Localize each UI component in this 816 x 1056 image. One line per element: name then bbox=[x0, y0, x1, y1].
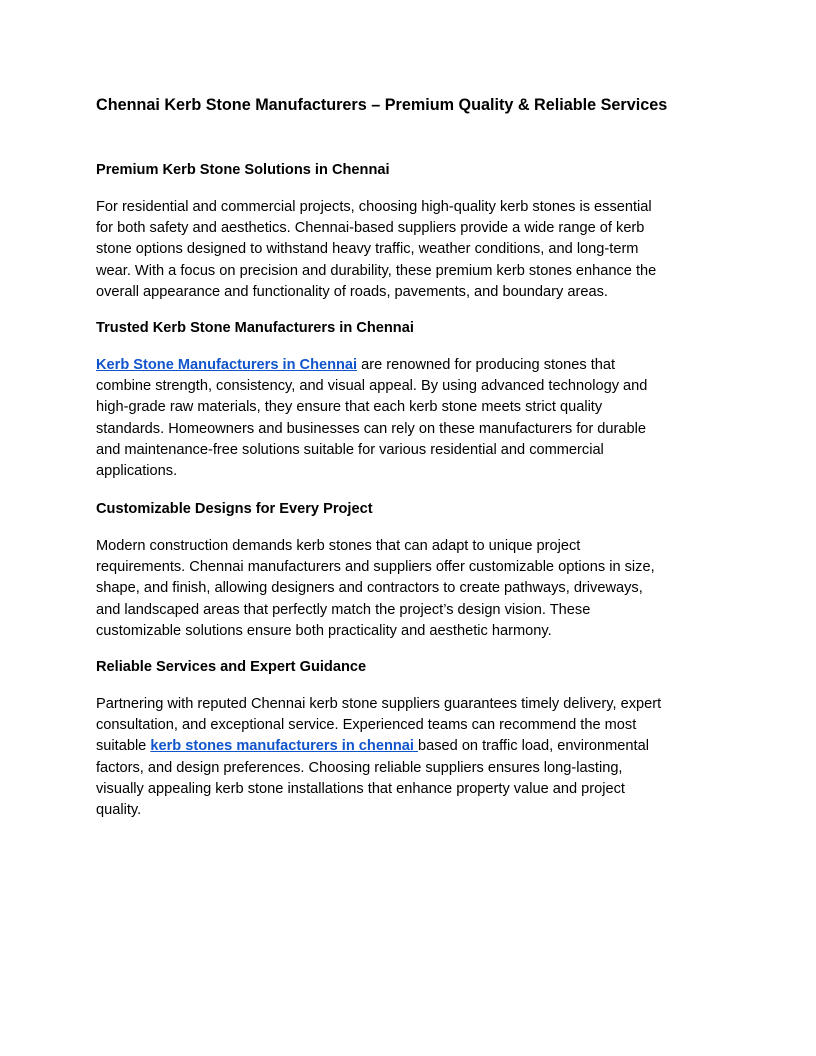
paragraph-line: stone options designed to withstand heavy traffic, weather conditions, and long-term bbox=[96, 241, 639, 258]
paragraph-text: based on traffic load, environmental bbox=[418, 738, 649, 755]
paragraph-line: factors, and design preferences. Choosing reliable suppliers ensures long-lasting, bbox=[96, 759, 623, 776]
paragraph-line: and landscaped areas that perfectly match the project’s design vision. These bbox=[96, 601, 591, 618]
section-paragraph bbox=[96, 355, 720, 482]
document-title: Chennai Kerb Stone Manufacturers – Premium Quality & Reliable Services bbox=[96, 96, 668, 114]
paragraph-line: shape, and finish, allowing designers and contractors to create pathways, driveways, bbox=[96, 580, 643, 597]
section-customizable-designs bbox=[96, 499, 720, 642]
section-paragraph bbox=[96, 536, 720, 642]
section-heading: Reliable Services and Expert Guidance bbox=[96, 659, 367, 675]
paragraph-line: quality. bbox=[96, 802, 142, 819]
paragraph-line: overall appearance and functionality of roads, pavements, and boundary areas. bbox=[96, 283, 608, 300]
paragraph-line: requirements. Chennai manufacturers and suppliers offer customizable options in size, bbox=[96, 559, 655, 576]
section-paragraph bbox=[96, 694, 720, 821]
paragraph-line: Modern construction demands kerb stones that can adapt to unique project bbox=[96, 538, 581, 554]
section-premium-solutions bbox=[96, 160, 720, 303]
paragraph-line: For residential and commercial projects, choosing high-quality kerb stones is essential bbox=[96, 199, 652, 215]
section-paragraph bbox=[96, 197, 720, 303]
paragraph-line: visually appealing kerb stone installations that enhance property value and project bbox=[96, 780, 625, 797]
paragraph-line: customizable solutions ensure both practicality and aesthetic harmony. bbox=[96, 622, 552, 639]
section-heading: Customizable Designs for Every Project bbox=[96, 501, 373, 517]
kerb-stones-manufacturers-link[interactable]: kerb stones manufacturers in chennai bbox=[150, 738, 418, 755]
paragraph-line: for both safety and aesthetics. Chennai-based suppliers provide a wide range of kerb bbox=[96, 220, 645, 237]
paragraph-line: standards. Homeowners and businesses can rely on these manufacturers for durable bbox=[96, 420, 646, 437]
paragraph-line: wear. With a focus on precision and durability, these premium kerb stones enhance the bbox=[96, 262, 657, 279]
section-heading: Premium Kerb Stone Solutions in Chennai bbox=[96, 162, 390, 178]
section-reliable-services bbox=[96, 657, 720, 821]
paragraph-line: combine strength, consistency, and visual appeal. By using advanced technology and bbox=[96, 378, 648, 395]
paragraph-line: high-grade raw materials, they ensure that each kerb stone meets strict quality bbox=[96, 399, 603, 416]
paragraph-line bbox=[96, 736, 720, 757]
paragraph-line: applications. bbox=[96, 463, 178, 480]
paragraph-text: suitable bbox=[96, 738, 151, 755]
section-trusted-manufacturers bbox=[96, 318, 720, 482]
paragraph-line: Partnering with reputed Chennai kerb stone suppliers guarantees timely delivery, expert bbox=[96, 696, 662, 712]
paragraph-line: consultation, and exceptional service. Experienced teams can recommend the most bbox=[96, 717, 637, 734]
section-heading: Trusted Kerb Stone Manufacturers in Chennai bbox=[96, 320, 414, 336]
paragraph-text: are renowned for producing stones that bbox=[357, 357, 616, 373]
paragraph-line bbox=[96, 355, 720, 376]
kerb-stone-manufacturers-link[interactable]: Kerb Stone Manufacturers in Chennai bbox=[96, 357, 358, 373]
paragraph-line: and maintenance-free solutions suitable for various residential and commercial bbox=[96, 441, 604, 458]
